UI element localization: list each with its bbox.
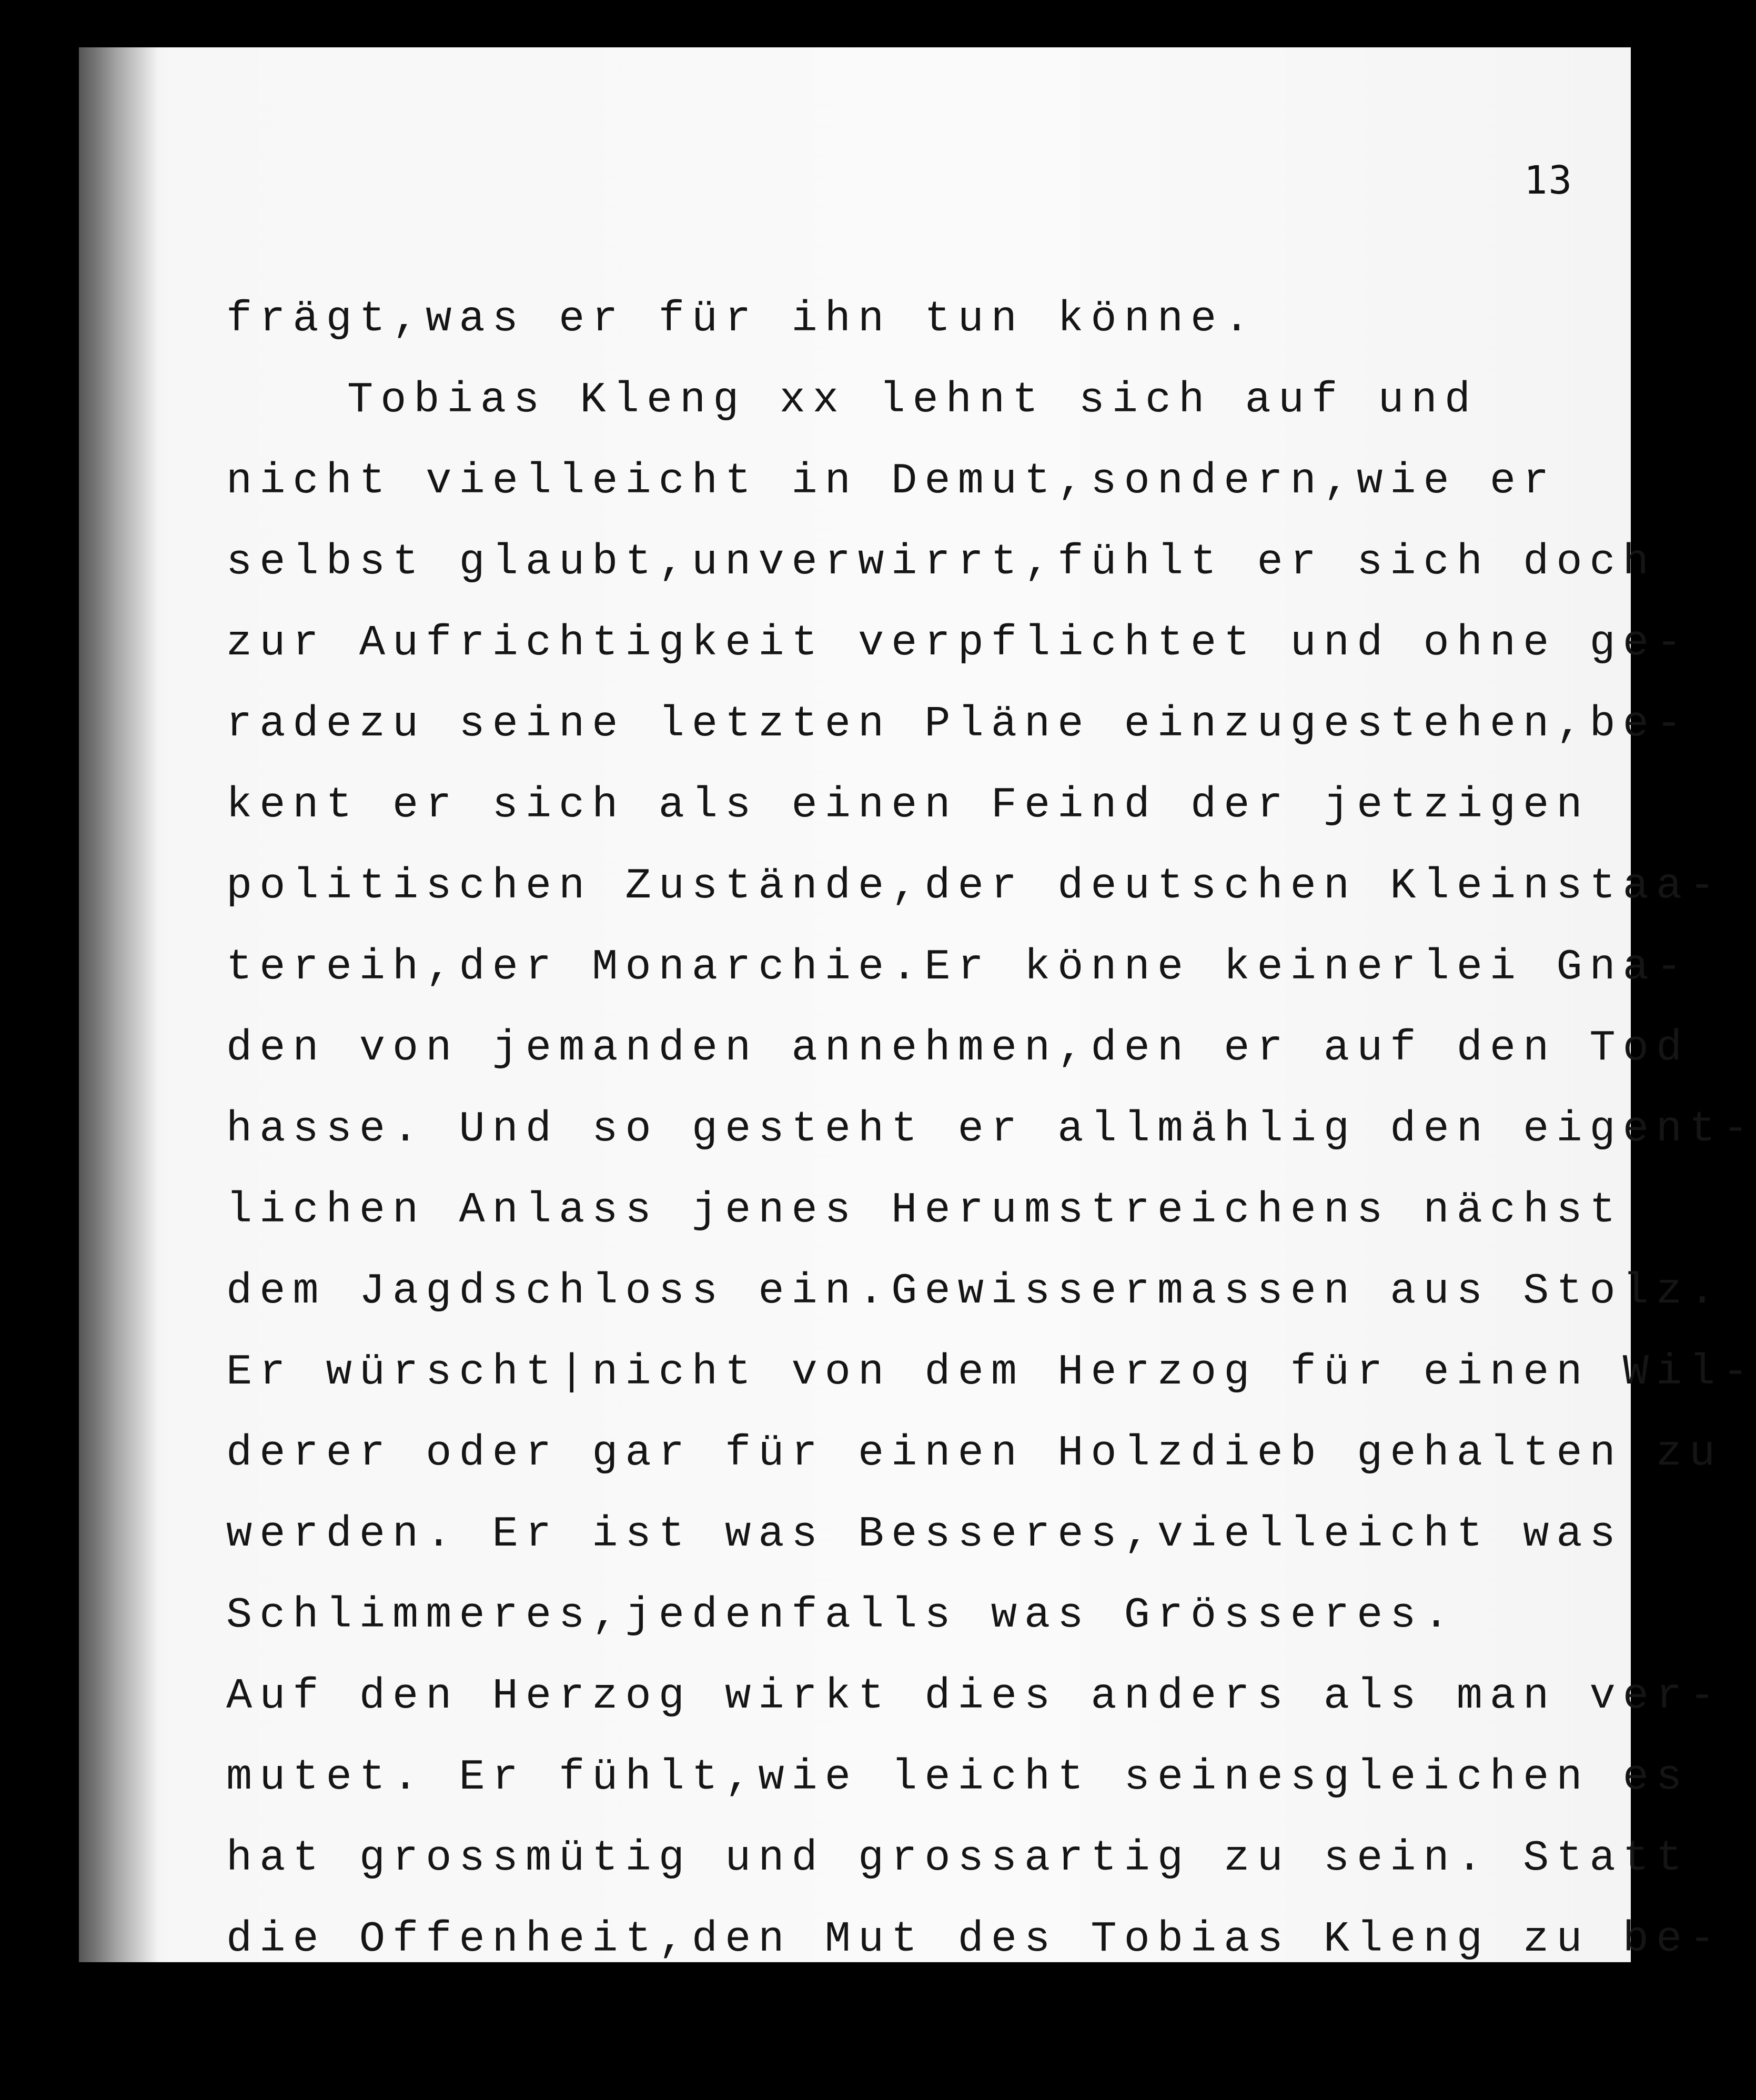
text-line: Auf den Herzog wirkt dies anders als man ver- bbox=[226, 1672, 1723, 1721]
text-line: lichen Anlass jenes Herumstreichens nächst bbox=[226, 1186, 1623, 1235]
text-line: frägt,was er für ihn tun könne. bbox=[226, 295, 1257, 344]
text-line: kent er sich als einen Feind der jetzigen bbox=[226, 781, 1590, 830]
text-line: hat grossmütig und grossartig zu sein. Statt bbox=[226, 1834, 1690, 1883]
text-line: radezu seine letzten Pläne einzugestehen,be- bbox=[226, 700, 1690, 749]
text-line: Tobias Kleng xx lehnt sich auf und bbox=[347, 376, 1478, 425]
text-line: derer oder gar für einen Holzdieb gehalten zu bbox=[226, 1429, 1723, 1478]
page-edge-shadow bbox=[79, 47, 158, 1962]
text-line: Schlimmeres,jedenfalls was Grösseres. bbox=[226, 1591, 1457, 1640]
text-line: dem Jagdschloss ein.Gewissermassen aus Stolz. bbox=[226, 1267, 1723, 1316]
text-line: politischen Zustände,der deutschen Kleinstaa- bbox=[226, 862, 1723, 911]
text-line: selbst glaubt,unverwirrt,fühlt er sich doch bbox=[226, 538, 1656, 587]
body-text bbox=[226, 279, 1756, 1980]
text-line: werden. Er ist was Besseres,vielleicht was bbox=[226, 1510, 1623, 1559]
text-line: Er würscht|nicht von dem Herzog für einen Wil- bbox=[226, 1348, 1756, 1397]
text-line: die Offenheit,den Mut des Tobias Kleng zu be- bbox=[226, 1915, 1723, 1964]
typewritten-page bbox=[79, 47, 1756, 1964]
page-number: 13 bbox=[1523, 158, 1573, 203]
text-line: zur Aufrichtigkeit verpflichtet und ohne ge- bbox=[226, 619, 1690, 668]
text-line: hasse. Und so gesteht er allmählig den eigent- bbox=[226, 1105, 1756, 1154]
text-line: den von jemanden annehmen,den er auf den Tod bbox=[226, 1024, 1690, 1073]
text-line: tereih,der Monarchie.Er könne keinerlei Gna- bbox=[226, 943, 1690, 992]
text-line: nicht vielleicht in Demut,sondern,wie er bbox=[226, 457, 1557, 506]
text-line: mutet. Er fühlt,wie leicht seinesgleichen es bbox=[226, 1753, 1690, 1802]
